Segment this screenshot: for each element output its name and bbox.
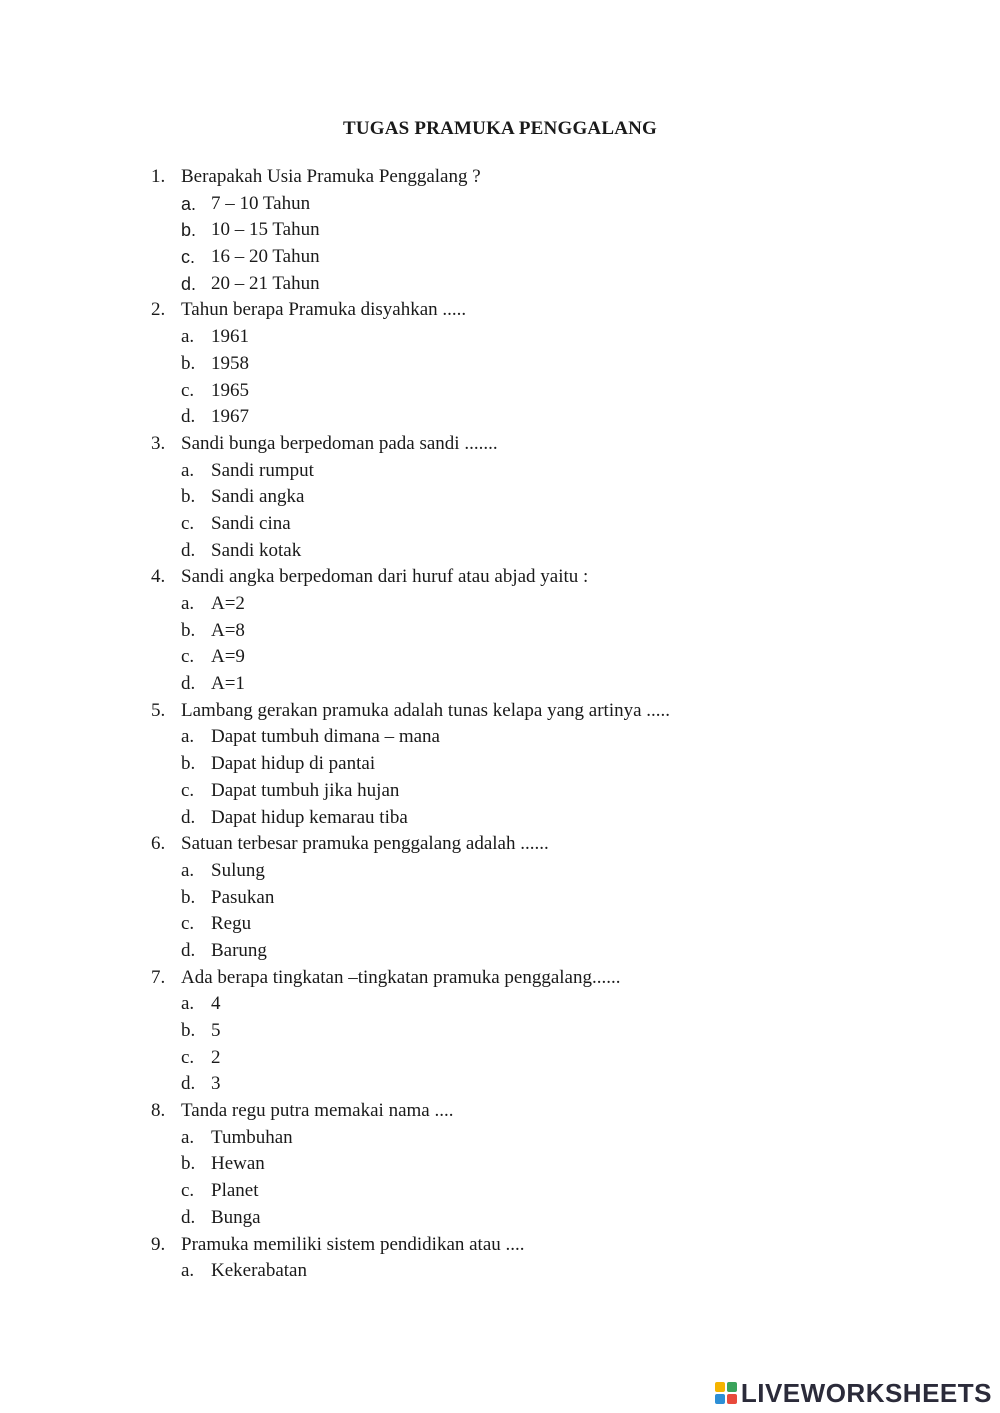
option-text: 1965: [211, 379, 249, 401]
option-letter: d.: [181, 539, 196, 561]
question-text: Sandi angka berpedoman dari huruf atau abjad yaitu :: [181, 566, 589, 588]
option-text: Planet: [211, 1180, 259, 1202]
question-text: Pramuka memiliki sistem pendidikan atau ....: [181, 1233, 525, 1255]
option-text: 1967: [211, 406, 249, 428]
question-2: [0, 297, 1000, 324]
question-text: Tanda regu putra memakai nama ....: [181, 1100, 454, 1122]
answer-option[interactable]: [0, 591, 1000, 618]
option-letter: b.: [181, 220, 197, 241]
answer-option[interactable]: [0, 351, 1000, 378]
answer-option[interactable]: [0, 938, 1000, 965]
option-letter: a.: [181, 326, 195, 348]
answer-option[interactable]: [0, 404, 1000, 431]
question-list: [0, 164, 1000, 1285]
question-8: [0, 1098, 1000, 1125]
brand-name: LIVEWORKSHEETS: [740, 1377, 992, 1408]
option-text: 2: [211, 1046, 221, 1068]
option-letter: b.: [181, 486, 196, 508]
option-text: A=1: [211, 673, 245, 695]
option-letter: c.: [181, 379, 195, 401]
option-text: Regu: [211, 913, 252, 935]
answer-option[interactable]: [0, 458, 1000, 485]
question-text: Satuan terbesar pramuka penggalang adalah ......: [181, 833, 549, 855]
option-text: Pasukan: [211, 886, 275, 908]
liveworksheets-logo[interactable]: [715, 1377, 992, 1409]
answer-option[interactable]: [0, 885, 1000, 912]
option-letter: c.: [181, 779, 195, 801]
answer-option[interactable]: [0, 911, 1000, 938]
answer-option[interactable]: [0, 778, 1000, 805]
option-text: Sandi rumput: [211, 459, 314, 481]
option-text: Barung: [211, 939, 267, 961]
answer-option[interactable]: [0, 751, 1000, 778]
option-text: Sandi cina: [211, 512, 291, 534]
option-text: Dapat tumbuh jika hujan: [211, 779, 400, 801]
option-letter: a.: [181, 993, 195, 1015]
option-letter: b.: [181, 886, 196, 908]
question-text: Lambang gerakan pramuka adalah tunas kelapa yang artinya .....: [181, 699, 671, 721]
question-5: [0, 698, 1000, 725]
logo-square-4: [727, 1394, 737, 1404]
answer-option[interactable]: [0, 1151, 1000, 1178]
option-letter: a.: [181, 593, 195, 614]
option-letter: c.: [181, 913, 195, 935]
option-text: A=9: [211, 646, 245, 668]
liveworksheets-logo-icon: [715, 1382, 737, 1404]
question-number: 2.: [151, 299, 166, 321]
option-letter: a.: [181, 1126, 195, 1148]
question-text: Sandi bunga berpedoman pada sandi .......: [181, 432, 498, 454]
option-letter: c.: [181, 1046, 195, 1068]
question-text: Tahun berapa Pramuka disyahkan .....: [181, 299, 467, 321]
answer-option[interactable]: [0, 1071, 1000, 1098]
option-text: Tumbuhan: [211, 1126, 293, 1148]
question-number: 7.: [151, 966, 166, 988]
question-number: 8.: [151, 1100, 166, 1122]
option-text: 3: [211, 1073, 221, 1095]
option-text: 10 – 15 Tahun: [211, 219, 320, 241]
option-letter: d.: [181, 939, 196, 961]
option-letter: a.: [181, 726, 195, 748]
option-letter: c.: [181, 646, 195, 668]
option-text: Sandi angka: [211, 486, 305, 508]
option-text: 1958: [211, 352, 249, 374]
option-letter: d.: [181, 273, 197, 294]
answer-option[interactable]: [0, 324, 1000, 351]
answer-option[interactable]: [0, 1258, 1000, 1285]
option-text: 20 – 21 Tahun: [211, 272, 320, 294]
option-text: 5: [211, 1020, 221, 1041]
logo-square-1: [715, 1382, 725, 1392]
option-letter: d.: [181, 806, 196, 828]
option-letter: b.: [181, 619, 196, 641]
option-text: Kekerabatan: [211, 1260, 307, 1282]
option-letter: d.: [181, 673, 196, 695]
option-text: Dapat hidup di pantai: [211, 753, 376, 775]
option-letter: b.: [181, 1020, 196, 1041]
answer-option[interactable]: [0, 671, 1000, 698]
option-text: Sulung: [211, 859, 265, 881]
answer-option[interactable]: [0, 1045, 1000, 1072]
answer-option[interactable]: [0, 244, 1000, 271]
option-text: 4: [211, 993, 221, 1015]
answer-option[interactable]: [0, 217, 1000, 244]
option-letter: d.: [181, 1073, 196, 1095]
question-3: [0, 431, 1000, 458]
answer-option[interactable]: [0, 1018, 1000, 1045]
question-text: Ada berapa tingkatan –tingkatan pramuka penggalang......: [181, 966, 621, 988]
option-text: 7 – 10 Tahun: [211, 192, 311, 214]
option-letter: d.: [181, 1206, 196, 1228]
option-letter: a.: [181, 859, 195, 881]
answer-option[interactable]: [0, 1125, 1000, 1152]
answer-option[interactable]: [0, 805, 1000, 832]
option-letter: c.: [181, 247, 196, 268]
answer-option[interactable]: [0, 724, 1000, 751]
question-number: 6.: [151, 833, 166, 855]
option-text: A=2: [211, 593, 245, 614]
option-text: Bunga: [211, 1206, 261, 1228]
option-text: 1961: [211, 326, 249, 348]
logo-square-2: [727, 1382, 737, 1392]
option-letter: a.: [181, 193, 197, 214]
answer-option[interactable]: [0, 644, 1000, 671]
question-number: 1.: [151, 166, 166, 187]
answer-option[interactable]: [0, 1205, 1000, 1232]
question-text: Berapakah Usia Pramuka Penggalang ?: [181, 166, 481, 187]
option-text: A=8: [211, 619, 245, 641]
option-text: Sandi kotak: [211, 539, 302, 561]
answer-option[interactable]: [0, 378, 1000, 405]
logo-square-3: [715, 1394, 725, 1404]
question-number: 9.: [151, 1233, 166, 1255]
option-letter: b.: [181, 753, 196, 775]
worksheet-title: TUGAS PRAMUKA PENGGALANG: [342, 118, 658, 139]
question-number: 5.: [151, 699, 166, 721]
option-letter: a.: [181, 459, 195, 481]
option-letter: b.: [181, 1153, 196, 1175]
option-text: Dapat hidup kemarau tiba: [211, 806, 408, 828]
option-letter: c.: [181, 512, 195, 534]
option-letter: b.: [181, 352, 196, 374]
answer-option[interactable]: [0, 511, 1000, 538]
answer-option[interactable]: [0, 484, 1000, 511]
question-1: [0, 164, 1000, 191]
option-text: 16 – 20 Tahun: [211, 246, 320, 268]
option-letter: c.: [181, 1180, 195, 1202]
answer-option[interactable]: [0, 538, 1000, 565]
question-4: [0, 564, 1000, 591]
question-number: 4.: [151, 566, 166, 588]
option-text: Dapat tumbuh dimana – mana: [211, 726, 440, 748]
question-6: [0, 831, 1000, 858]
answer-option[interactable]: [0, 1178, 1000, 1205]
option-letter: d.: [181, 406, 196, 428]
answer-option[interactable]: [0, 991, 1000, 1018]
answer-option[interactable]: [0, 191, 1000, 218]
option-letter: a.: [181, 1260, 195, 1282]
question-9: [0, 1232, 1000, 1259]
answer-option[interactable]: [0, 618, 1000, 645]
answer-option[interactable]: [0, 858, 1000, 885]
question-number: 3.: [151, 432, 166, 454]
option-text: Hewan: [211, 1153, 265, 1175]
question-7: [0, 965, 1000, 992]
answer-option[interactable]: [0, 271, 1000, 298]
